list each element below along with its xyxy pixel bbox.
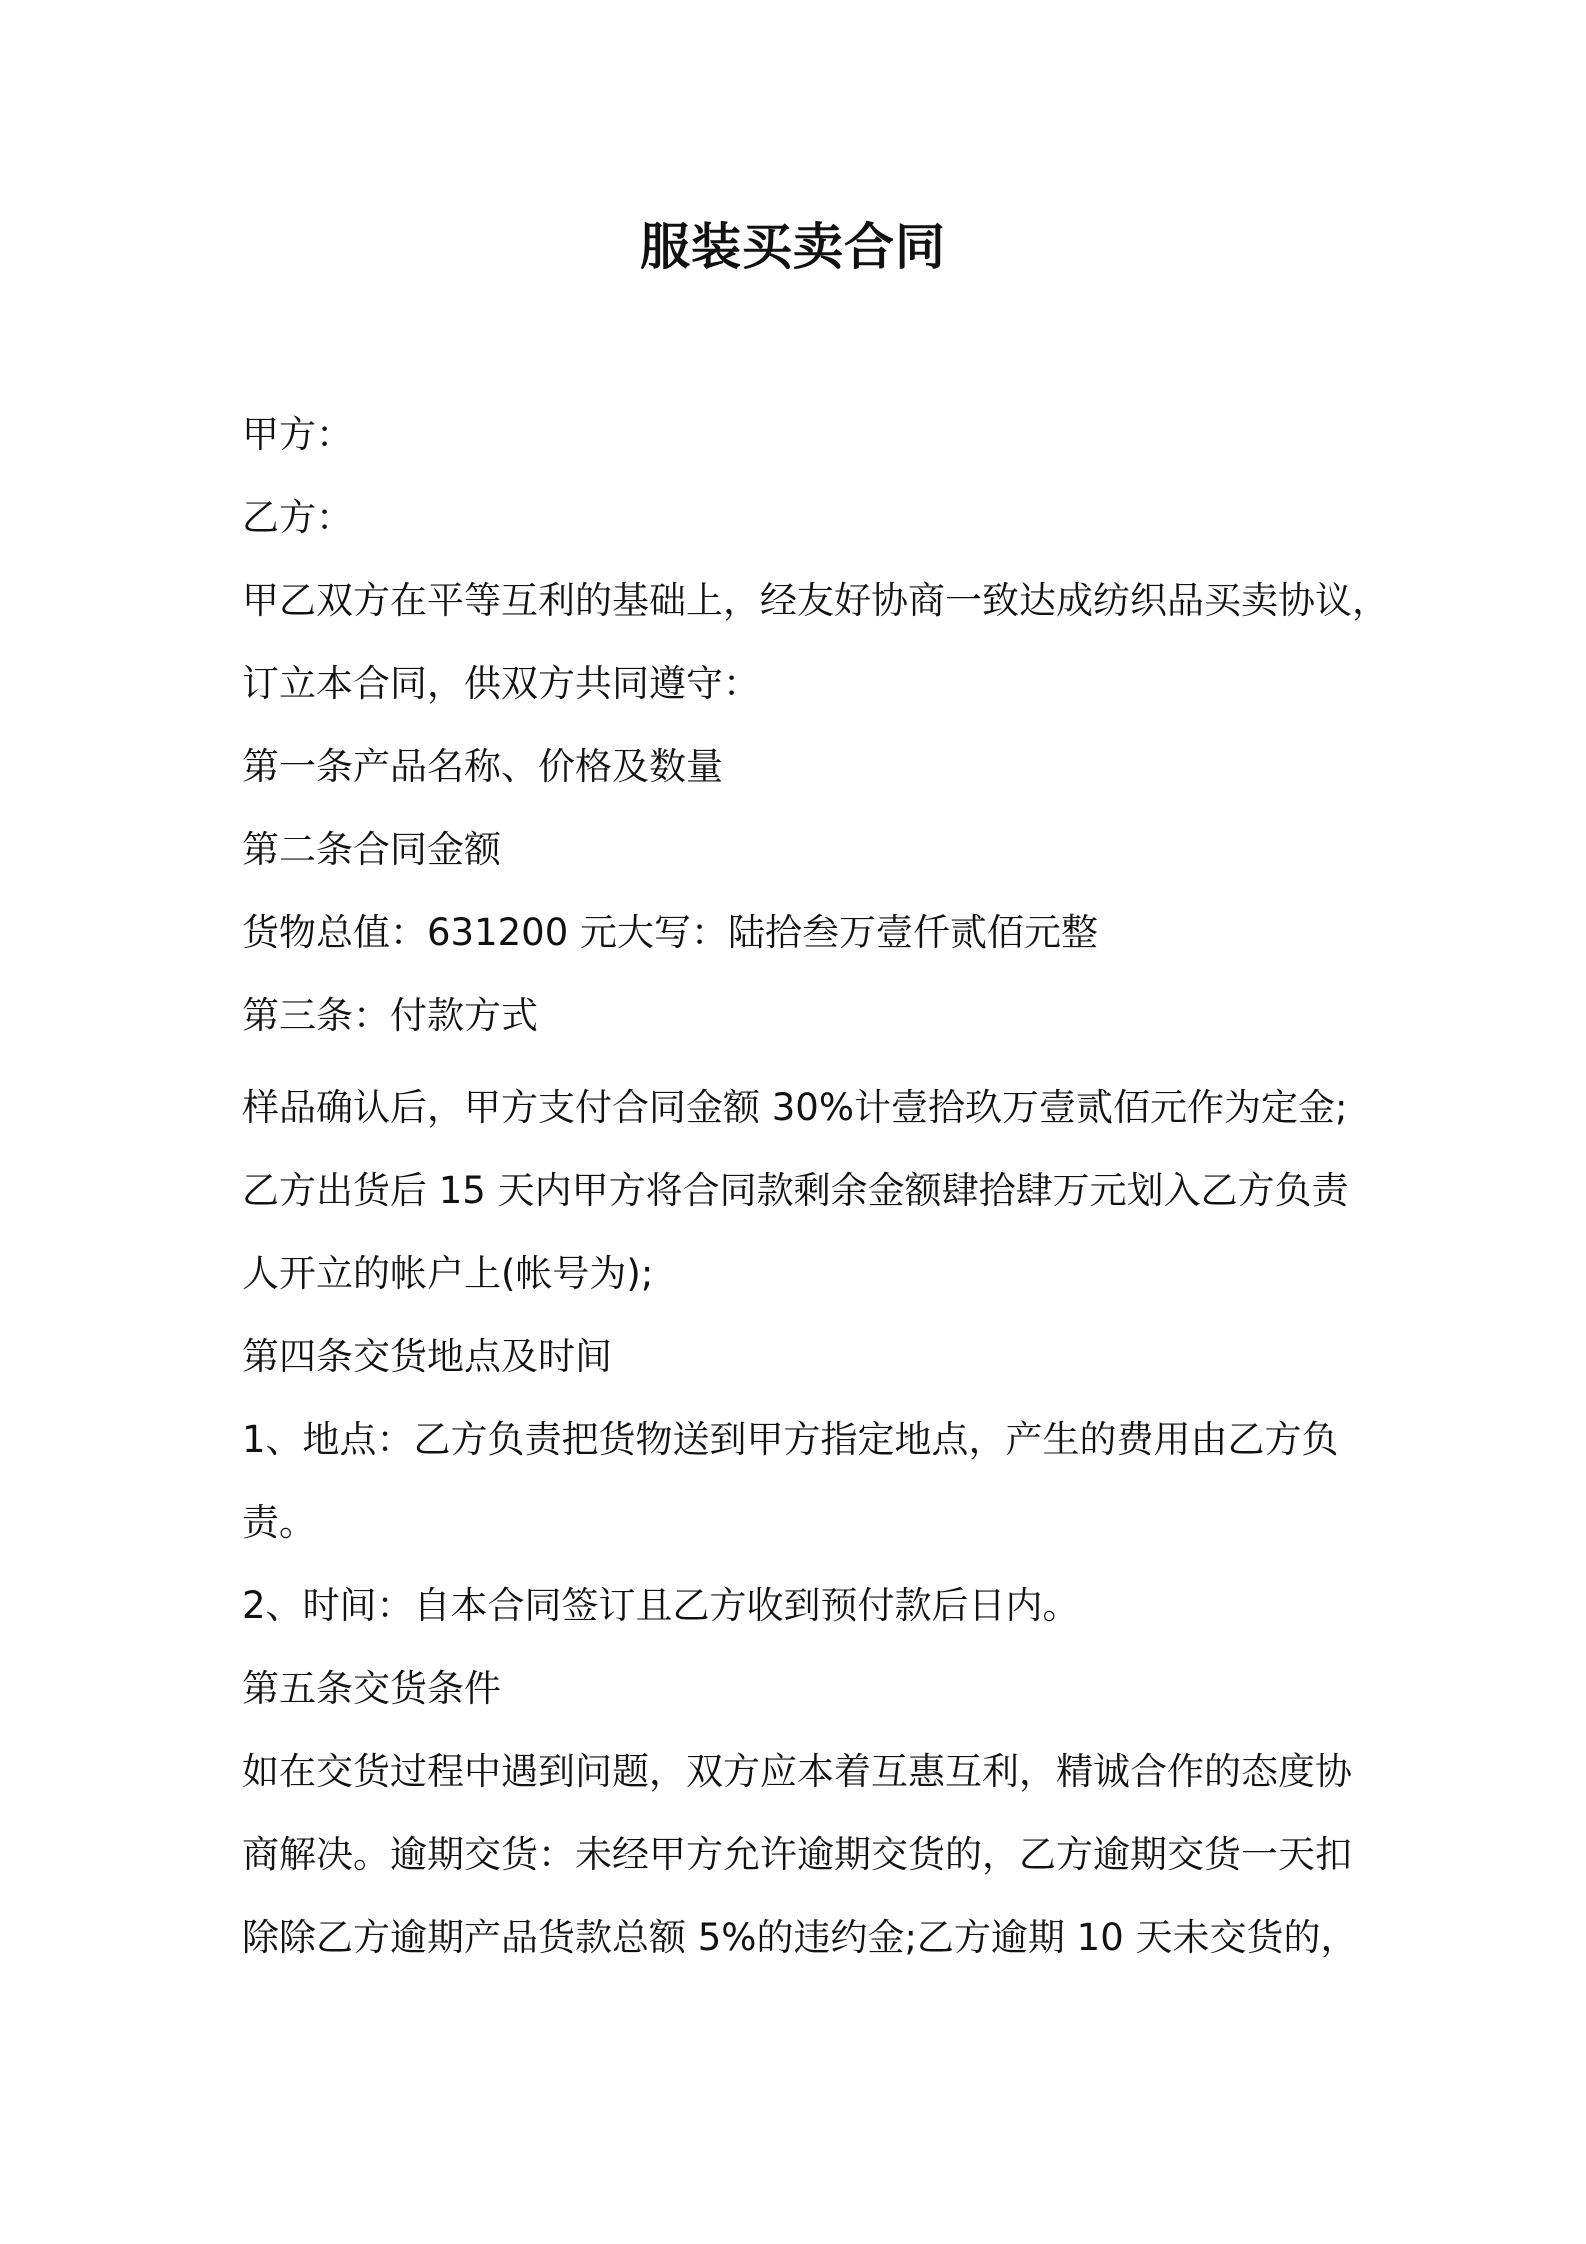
preamble-line-2: 订立本合同，供双方共同遵守： <box>242 662 760 705</box>
article-1-heading: 第一条产品名称、价格及数量 <box>242 745 723 788</box>
payment-line-1: 样品确认后，甲方支付合同金额 30%计壹拾玖万壹贰佰元作为定金; <box>242 1086 1348 1129</box>
document-title: 服装买卖合同 <box>640 218 946 276</box>
article-4-heading: 第四条交货地点及时间 <box>242 1335 612 1378</box>
delivery-time-line: 2、时间：自本合同签订且乙方收到预付款后日内。 <box>242 1584 1080 1627</box>
delivery-place-line-1: 1、地点：乙方负责把货物送到甲方指定地点，产生的费用由乙方负 <box>242 1418 1339 1461</box>
payment-line-2: 乙方出货后 15 天内甲方将合同款剩余金额肆拾肆万元划入乙方负责 <box>242 1169 1349 1212</box>
total-value-line: 货物总值：631200 元大写：陆拾叁万壹仟贰佰元整 <box>242 911 1099 954</box>
delivery-terms-line-3: 除除乙方逾期产品货款总额 5%的违约金;乙方逾期 10 天未交货的， <box>242 1916 1358 1959</box>
payment-line-3: 人开立的帐户上(帐号为); <box>242 1252 654 1295</box>
preamble-line-1: 甲乙双方在平等互利的基础上，经友好协商一致达成纺织品买卖协议， <box>242 579 1389 622</box>
article-5-heading: 第五条交货条件 <box>242 1667 501 1710</box>
delivery-terms-line-2: 商解决。逾期交货：未经甲方允许逾期交货的，乙方逾期交货一天扣 <box>242 1833 1352 1876</box>
party-b-line: 乙方： <box>242 496 353 539</box>
article-3-heading: 第三条：付款方式 <box>242 994 538 1037</box>
article-2-heading: 第二条合同金额 <box>242 828 501 871</box>
party-a-line: 甲方： <box>242 413 353 456</box>
delivery-terms-line-1: 如在交货过程中遇到问题，双方应本着互惠互利，精诚合作的态度协 <box>242 1750 1352 1793</box>
delivery-place-line-2: 责。 <box>242 1501 316 1544</box>
